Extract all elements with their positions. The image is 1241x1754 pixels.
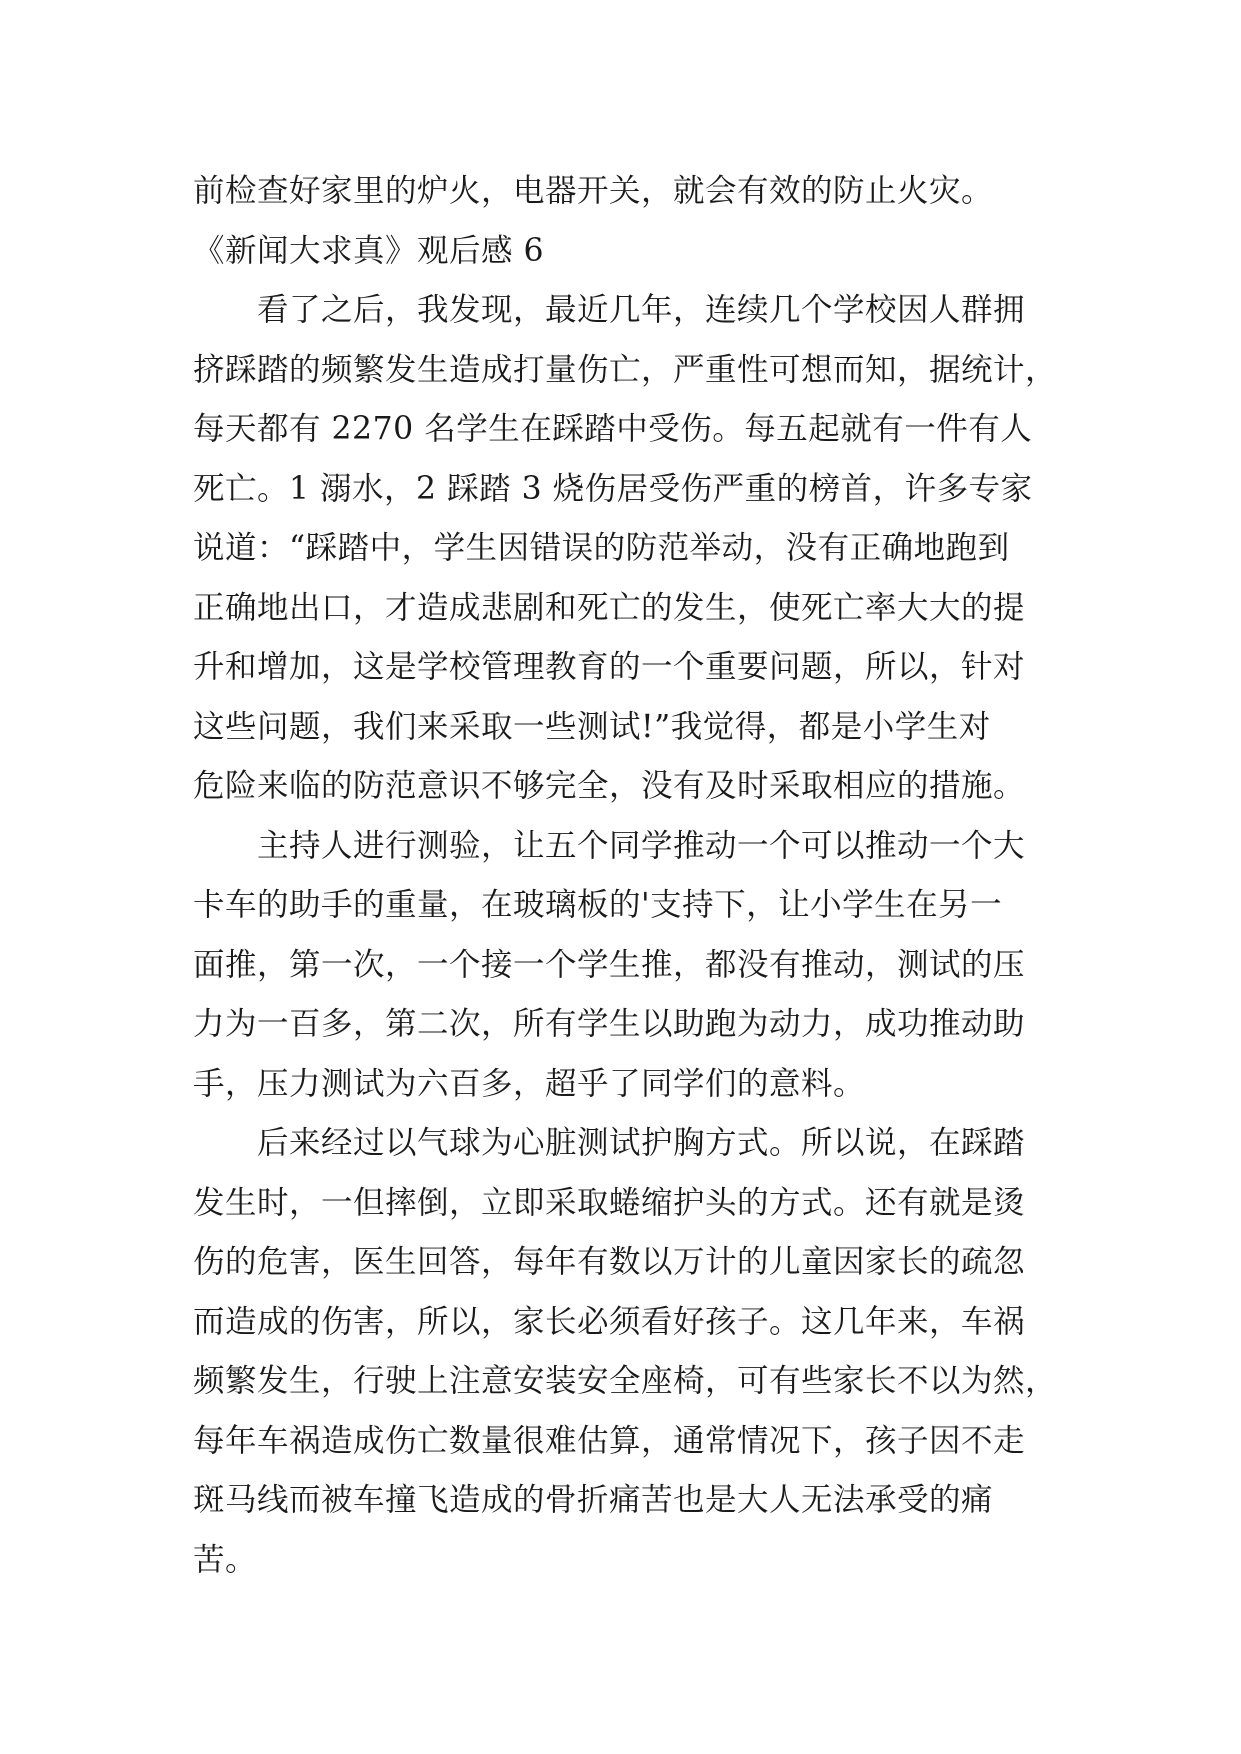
paragraph-line: 每年车祸造成伤亡数量很难估算，通常情况下，孩子因不走	[193, 1422, 1026, 1459]
paragraph-line: 苦。	[193, 1541, 258, 1578]
paragraph-line: 主持人进行测验，让五个同学推动一个可以推动一个大	[257, 827, 1026, 864]
paragraph-line: 发生时，一但摔倒，立即采取蜷缩护头的方式。还有就是烫	[193, 1184, 1026, 1221]
paragraph-line: 每天都有 2270 名学生在踩踏中受伤。每五起就有一件有人	[193, 411, 1033, 447]
paragraph-line: 力为一百多，第二次，所有学生以助跑为动力，成功推动助	[193, 1006, 1026, 1042]
paragraph-line: 升和增加，这是学校管理教育的一个重要问题，所以，针对	[193, 649, 1026, 685]
paragraph-line: 说道：“踩踏中，学生因错误的防范举动，没有正确地跑到	[193, 530, 1010, 566]
article-body	[193, 162, 1073, 1590]
paragraph-line: 危险来临的防范意识不够完全，没有及时采取相应的措施。	[193, 768, 1026, 804]
paragraph-line: 面推，第一次，一个接一个学生推，都没有推动，测试的压	[193, 946, 1026, 983]
paragraph-line: 频繁发生，行驶上注意安装安全座椅，可有些家长不以为然，	[193, 1363, 1058, 1399]
paragraph-line: 正确地出口，才造成悲剧和死亡的发生，使死亡率大大的提	[193, 589, 1026, 626]
paragraph-line: 前检查好家里的炉火，电器开关，就会有效的防止火灾。	[193, 173, 994, 209]
paragraph-line: 看了之后，我发现，最近几年，连续几个学校因人群拥	[257, 292, 1026, 328]
paragraph-line: 而造成的伤害，所以，家长必须看好孩子。这几年来，车祸	[193, 1303, 1026, 1340]
paragraph-line: 伤的危害，医生回答，每年有数以万计的儿童因家长的疏忽	[193, 1244, 1026, 1280]
paragraph-line: 手，压力测试为六百多，超乎了同学们的意料。	[193, 1065, 866, 1102]
paragraph-line: 这些问题，我们来采取一些测试!”我觉得，都是小学生对	[193, 708, 991, 745]
paragraph-line: 卡车的助手的重量，在玻璃板的'支持下，让小学生在另一	[193, 887, 1003, 923]
paragraph-line: 斑马线而被车撞飞造成的骨折痛苦也是大人无法承受的痛	[193, 1482, 994, 1518]
paragraph-line: 后来经过以气球为心脏测试护胸方式。所以说，在踩踏	[257, 1125, 1026, 1161]
section-title: 《新闻大求真》观后感 6	[193, 232, 545, 269]
paragraph-line: 挤踩踏的频繁发生造成打量伤亡，严重性可想而知，据统计，	[193, 351, 1058, 388]
paragraph-line: 死亡。1 溺水，2 踩踏 3 烧伤居受伤严重的榜首，许多专家	[193, 470, 1033, 507]
